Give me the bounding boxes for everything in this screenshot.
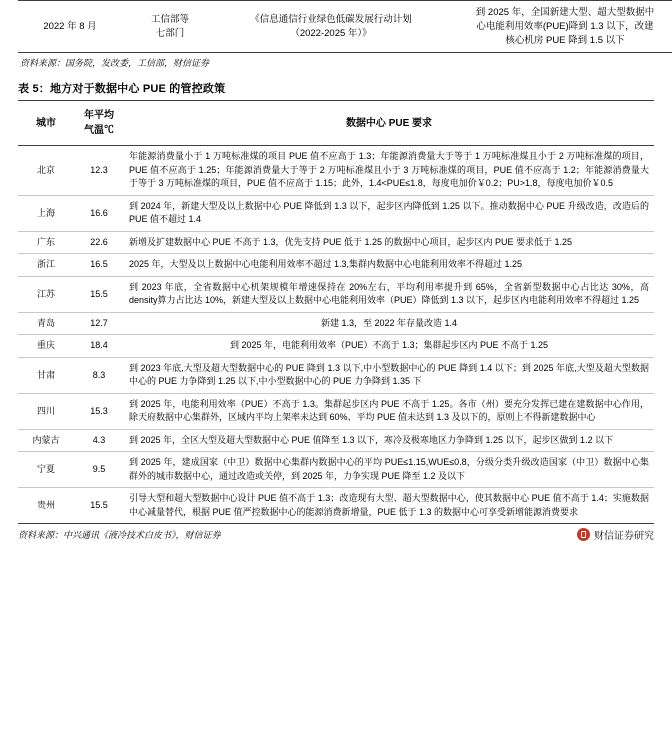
brand-label: 财信证券研究 xyxy=(594,531,654,543)
cell-city: 北京 xyxy=(18,146,74,196)
table5-title: 表 5：地方对于数据中心 PUE 的管控政策 xyxy=(18,83,226,96)
col-header-requirement: 数据中心 PUE 要求 xyxy=(124,101,654,146)
table-row xyxy=(18,254,654,277)
cell-temp: 22.6 xyxy=(74,231,124,254)
cell-city: 青岛 xyxy=(18,312,74,335)
cell-requirement: 引导大型和超大型数据中心设计 PUE 值不高于 1.3；改造现有大型、超大型数据中心，使其数据中心 PUE 值不高于 1.4；实施数据中心减量替代，根据 PUE 值严控数据中心的能源消费新增量，PUE 低于 1.3 的数据中心可享受新增能源消费要求 xyxy=(124,488,654,524)
top-cell-doc: 《信息通信行业绿色低碳发展行动计划 （2022-2025 年）》 xyxy=(218,1,444,53)
top-table-source: 资料来源：国务院，发改委，工信部，财信证券 xyxy=(20,58,210,69)
cell-city: 上海 xyxy=(18,195,74,231)
cell-temp: 16.5 xyxy=(74,254,124,277)
cell-city: 贵州 xyxy=(18,488,74,524)
cell-requirement: 到 2023 年底，全省数据中心机架规模年增速保持在 20%左右，平均利用率提升到 65%，全省新型数据中心占比达 30%，高density算力占比达 10%，新建大型及以上数据中心电能利用效率（PUE）降低到 1.3 以下，起步区内电能利用效率不得超过 1.25 xyxy=(124,276,654,312)
cell-requirement: 到 2024 年，新建大型及以上数据中心 PUE 降低到 1.3 以下，起步区内降低到 1.25 以下。推动数据中心 PUE 升级改造，改造后的 PUE 值不超过 1.4 xyxy=(124,195,654,231)
cell-city: 江苏 xyxy=(18,276,74,312)
pue-policy-rows xyxy=(18,146,654,524)
cell-city: 内蒙古 xyxy=(18,429,74,452)
cell-temp: 9.5 xyxy=(74,452,124,488)
cell-temp: 18.4 xyxy=(74,335,124,358)
cell-requirement: 新增及扩建数据中心 PUE 不高于 1.3，优先支持 PUE 低于 1.25 的数据中心项目，起步区内 PUE 要求低于 1.25 xyxy=(124,231,654,254)
cell-temp: 12.3 xyxy=(74,146,124,196)
table-header-row xyxy=(18,101,654,146)
table-row xyxy=(18,231,654,254)
wechat-circle-icon xyxy=(577,528,590,541)
cell-requirement: 到 2025 年，全区大型及超大型数据中心 PUE 值降至 1.3 以下，寒冷及极寒地区力争降到 1.25 以下，起步区做到 1.2 以下 xyxy=(124,429,654,452)
cell-temp: 16.6 xyxy=(74,195,124,231)
table-row xyxy=(18,1,672,53)
policy-top-table xyxy=(18,0,672,53)
top-cell-date: 2022 年 8 月 xyxy=(18,1,122,53)
cell-requirement: 到 2023 年底,大型及超大型数据中心的 PUE 降到 1.3 以下,中小型数据中心的 PUE 降到 1.4 以下；到 2025 年底,大型及超大型数据中心的 PUE 力争降到 1.25 以下,中小型数据中心的 PUE 力争降到 1.35 下 xyxy=(124,357,654,393)
cell-city: 重庆 xyxy=(18,335,74,358)
brand-watermark xyxy=(577,527,654,542)
cell-requirement: 到 2025 年，建成国家（中卫）数据中心集群内数据中心的平均 PUE≤1.15,WUE≤0.8，分级分类升级改造国家（中卫）数据中心集群外的城市数据中心，通过改造或关停，到 2025 年，力争实现 PUE 降至 1.2 及以下 xyxy=(124,452,654,488)
table-row xyxy=(18,393,654,429)
cell-requirement: 年能源消费量小于 1 万吨标准煤的项目 PUE 值不应高于 1.3；年能源消费量大于等于 1 万吨标准煤且小于 2 万吨标准煤的项目，PUE 值不应高于 1.25；年能源消费量大于等于 2 万吨标准煤且小于 3 万吨标准煤的项目，PUE 值不应高于 1.2；年能源消费量大于等于 3 万吨标准煤的项目，PUE 值不应高于 1.15；此外，1.4<PUE≤1.8，每度电加价￥0.2；PU>1.8，每度电加价￥0.5 xyxy=(124,146,654,196)
pue-policy-table xyxy=(18,100,654,524)
cell-city: 四川 xyxy=(18,393,74,429)
cell-requirement: 2025 年，大型及以上数据中心电能利用效率不超过 1.3,集群内数据中心电能利用效率不得超过 1.25 xyxy=(124,254,654,277)
col-header-city: 城市 xyxy=(18,101,74,146)
table5-source: 资料来源：中兴通讯《液冷技术白皮书》，财信证券 xyxy=(18,530,221,541)
table-row xyxy=(18,312,654,335)
table-row xyxy=(18,195,654,231)
page-footer xyxy=(18,527,654,542)
table-row xyxy=(18,488,654,524)
cell-requirement: 到 2025 年，电能利用效率（PUE）不高于 1.3。集群起步区内 PUE 不高于 1.25。各市（州）要充分发挥已建在建数据中心作用，除天府数据中心集群外，区域内平均上架率未达到 60%、平均 PUE 值未达到 1.3 及以下的，原则上不得新建数据中心 xyxy=(124,393,654,429)
top-cell-issuer: 工信部等 七部门 xyxy=(122,1,218,53)
cell-requirement: 新建 1.3，至 2022 年存量改造 1.4 xyxy=(124,312,654,335)
col-header-temp: 年平均 气温℃ xyxy=(74,101,124,146)
table-row xyxy=(18,335,654,358)
table-row xyxy=(18,146,654,196)
top-cell-content: 到 2025 年，全国新建大型、超大型数据中 心电能利用效率(PUE)降到 1.3 以下，改建 核心机房 PUE 降到 1.5 以下 xyxy=(444,1,672,53)
table-row xyxy=(18,357,654,393)
cell-temp: 15.5 xyxy=(74,276,124,312)
cell-city: 甘肃 xyxy=(18,357,74,393)
cell-city: 浙江 xyxy=(18,254,74,277)
cell-temp: 15.3 xyxy=(74,393,124,429)
table-row xyxy=(18,429,654,452)
table-row xyxy=(18,276,654,312)
cell-requirement: 到 2025 年，电能利用效率（PUE）不高于 1.3；集群起步区内 PUE 不高于 1.25 xyxy=(124,335,654,358)
cell-temp: 12.7 xyxy=(74,312,124,335)
cell-city: 广东 xyxy=(18,231,74,254)
cell-temp: 4.3 xyxy=(74,429,124,452)
cell-city: 宁夏 xyxy=(18,452,74,488)
cell-temp: 8.3 xyxy=(74,357,124,393)
cell-temp: 15.5 xyxy=(74,488,124,524)
table-row xyxy=(18,452,654,488)
